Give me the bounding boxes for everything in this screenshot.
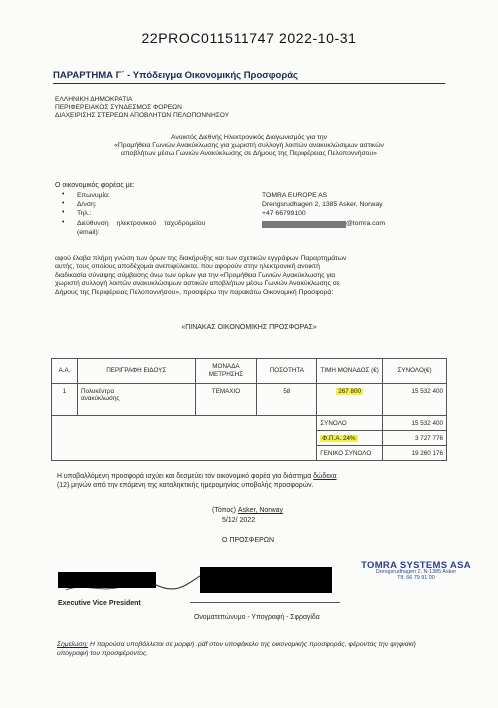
tender-title [40,134,458,159]
unit-price-highlight: 267 800 [338,388,362,395]
bullet-icon: • [62,200,65,207]
company-stamp [356,560,476,603]
signature-line [190,602,340,603]
header-unit: ΜΟΝΑΔΑ ΜΕΤΡΗΣΗΣ [195,359,257,384]
vat-label-cell [317,431,383,446]
note-paragraph [57,641,447,658]
bullet-icon: • [62,191,65,198]
place-line [212,507,283,515]
place-label: (Τόπος) [212,507,236,514]
grand-total-label: ΓΕΝΙΚΟ ΣΥΝΟΛΟ [317,446,383,461]
authority-line-1: ΕΛΛΗΝΙΚΗ ΔΗΜΟΚΡΑΤΙΑ [55,96,133,103]
stamp-address: Drengsrudhagen 2, N-1385 Asker [375,569,457,576]
stamp-phone: Tlf. 66 79 91 00 [397,575,435,582]
grand-total-value: 19 260 176 [383,446,447,461]
validity-text-a: Η υποβαλλόμενη προσφορά ισχύει και δεσμεύει τον οικονομικό φορέα για διάστημα [57,473,314,480]
header-unit-price: ΤΙΜΗ ΜΟΝΑΔΟΣ (€) [317,359,383,384]
cell-description [77,384,195,416]
table-title: «ΠΙΝΑΚΑΣ ΟΙΚΟΝΟΜΙΚΗΣ ΠΡΟΣΦΟΡΑΣ» [181,324,317,331]
note-label: Σημείωση: [57,641,89,648]
operator-phone-label: Τηλ.: [77,210,92,217]
vat-value: 3 727 776 [383,431,447,446]
signature-caption: Ονοματεπώνυμο - Υπογραφή - Σφραγίδα [194,614,320,621]
body-line-3: διαδικασία σύναψης σύμβασης άνω των ορίων για την «Προμήθεια Γωνιών Ανακύκλωσης για [55,271,336,279]
vat-row [52,431,447,446]
tender-line-1: Ανοικτός Διεθνής Ηλεκτρονικός Διαγωνισμός για την [170,134,328,141]
vat-spacer [52,431,317,446]
vat-label: Φ.Π.Α. 24% [322,434,356,442]
validity-paragraph [57,473,337,490]
signature-redaction-left [58,572,156,588]
operator-phone-value: +47 66799100 [262,210,306,217]
header-aa: Α.Α. [52,359,78,384]
stamp-company-name: TOMRA SYSTEMS ASA [361,560,471,571]
email-redaction [262,221,346,228]
signer-title: Executive Vice President [58,600,141,607]
subtotal-spacer [52,416,317,431]
cell-quantity: 58 [257,384,317,416]
cell-total: 15 532 400 [383,384,447,416]
operator-intro: Ο οικονομικός φορέας με: [55,182,135,189]
operator-email-value: @tomra.com [346,220,386,227]
subtotal-label: ΣΥΝΟΛΟ [317,416,383,431]
tender-line-3: αποβλήτων μέσω Γωνιών Ανακύκλωσης σε Δήμους της Περιφέρειας Πελοποννήσου» [121,150,377,158]
body-line-5: Δήμους της Περιφέρειας Πελοποννήσου», προσφέρω την παρακάτω Οικονομική Προσφορά: [55,288,334,296]
description-line-1: Πολυκέντρα [80,388,115,395]
validity-line-1 [57,473,337,482]
operator-address-value: Drengsrudhagen 2, 1385 Asker, Norway [262,201,383,208]
header-total: ΣΥΝΟΛΟ(€) [383,359,447,384]
offerer-label: Ο ΠΡΟΣΦΕΡΩΝ [222,537,275,544]
operator-name-label: Επωνυμία: [77,192,110,199]
authority-line-2: ΠΕΡΙΦΕΡΕΙΑΚΟΣ ΣΥΝΔΕΣΜΟΣ ΦΟΡΕΩΝ [55,104,182,112]
validity-period: δώδεκα [313,473,337,480]
annex-title: ΠΑΡΑΡΤΗΜΑ Γ΄ - Υπόδειγμα Οικονομικής Προσφοράς [53,70,298,81]
place-date: 5/12/ 2022 [222,517,256,524]
bullet-icon: • [62,209,65,216]
operator-email-label-2: (email): [77,229,100,236]
body-line-4: χωριστή συλλογή λοιπών ανακυκλώσιμων αστικών αποβλήτων μέσω Γωνιών Ανακύκλωσης σε [55,280,340,288]
cell-aa: 1 [52,384,78,416]
authority-line-3: ΔΙΑΧΕΙΡΙΣΗΣ ΣΤΕΡΕΩΝ ΑΠΟΒΛΗΤΩΝ ΠΕΛΟΠΟΝΝΗΣΟΥ [55,112,230,120]
subtotal-value: 15 532 400 [383,416,447,431]
authority-block [55,96,229,121]
body-line-2: αυτής, τους οποίους αποδέχομαι ανεπιφύλακτα, που αφορούν στην ηλεκτρονική ανοικτή [55,263,320,271]
name-redaction [200,567,332,593]
header-quantity: ΠΟΣΟΤΗΤΑ [257,359,317,384]
tender-line-2: «Προμήθεια Γωνιών Ανακύκλωσης για χωριστή συλλογή λοιπών ανακυκλώσιμων αστικών [114,142,384,150]
body-line-1: αφού έλαβα πλήρη γνώση των όρων της διακήρυξης και των σχετικών εγγράφων Παραρτημάτων [55,255,347,262]
cell-unit: ΤΕΜΑΧΙΟ [195,384,257,416]
grand-total-spacer [52,446,317,461]
document-reference: 22PROC011511747 2022-10-31 [141,30,357,46]
description-line-2: ανακύκλωσης [80,395,120,402]
operator-address-label: Δ/νση: [77,201,97,208]
body-paragraph [55,255,346,297]
note-text: Η παρούσα υποβάλλεται σε μορφή .pdf στον υποφάκελο της οικονομικής προσφοράς, φέροντας την ψηφιακή υπογραφή του προσφέροντος. [57,641,416,657]
operator-name-value: TOMRA EUROPE AS [262,192,328,199]
subtotal-row [52,416,447,431]
table-header-row [52,359,447,384]
grand-total-row [52,446,447,461]
validity-line-2: (12) μηνών από την επόμενη της καταληκτικής ημερομηνίας υποβολής προσφορών. [57,481,314,489]
place-value: Asker, Norway [237,507,284,514]
header-description: ΠΕΡΙΓΡΑΦΗ ΕΙΔΟΥΣ [77,359,195,384]
annex-underline [53,83,445,84]
cell-unit-price [317,384,383,416]
financial-offer-table [51,358,447,461]
operator-email-label-1: Διεύθυνση ηλεκτρονικού ταχυδρομείου [77,220,206,227]
bullet-icon: • [62,219,65,226]
table-row [52,384,447,416]
